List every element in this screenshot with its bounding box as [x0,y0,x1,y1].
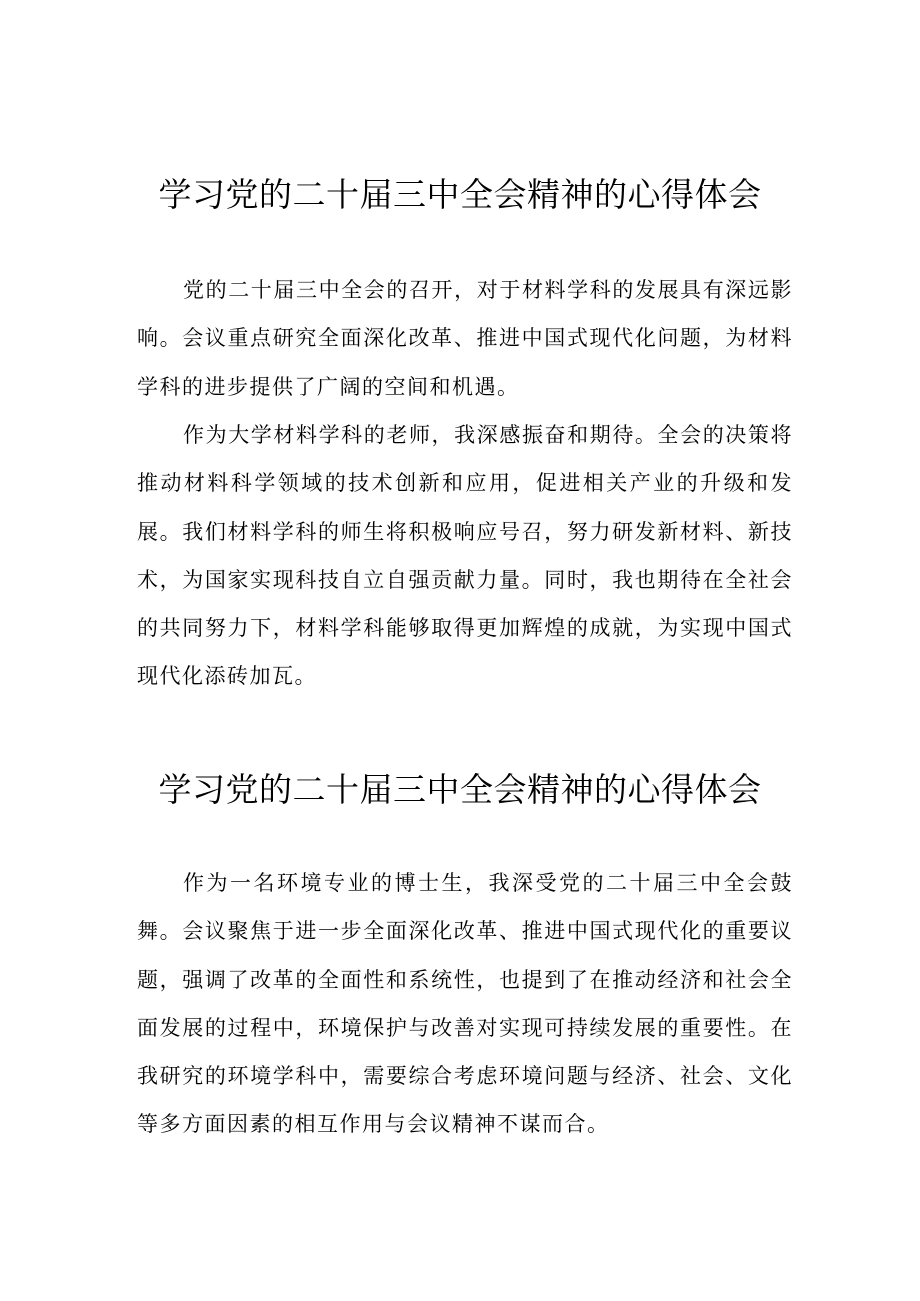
section-paragraph: 作为一名环境专业的博士生，我深受党的二十届三中全会鼓舞。会议聚焦于进一步全面深化改革、推进中国式现代化的重要议题，强调了改革的全面性和系统性，也提到了在推动经济和社会全面发展的过程中，环境保护与改善对实现可持续发展的重要性。在我研究的环境学科中，需要综合考虑环境问题与经济、社会、文化等多方面因素的相互作用与会议精神不谋而合。 [137,871,793,1137]
section-title: 学习党的二十届三中全会精神的心得体会 [158,175,762,214]
section-paragraph: 党的二十届三中全会的召开，对于材料学科的发展具有深远影响。会议重点研究全面深化改革、推进中国式现代化问题，为材料学科的进步提供了广阔的空间和机遇。 [137,278,793,399]
section-title: 学习党的二十届三中全会精神的心得体会 [158,770,762,809]
section-paragraph: 作为大学材料学科的老师，我深感振奋和期待。全会的决策将推动材料科学领域的技术创新和应用，促进相关产业的升级和发展。我们材料学科的师生将积极响应号召，努力研发新材料、新技术，为国家实现科技自立自强贡献力量。同时，我也期待在全社会的共同努力下，材料学科能够取得更加辉煌的成就，为实现中国式现代化添砖加瓦。 [137,423,793,689]
